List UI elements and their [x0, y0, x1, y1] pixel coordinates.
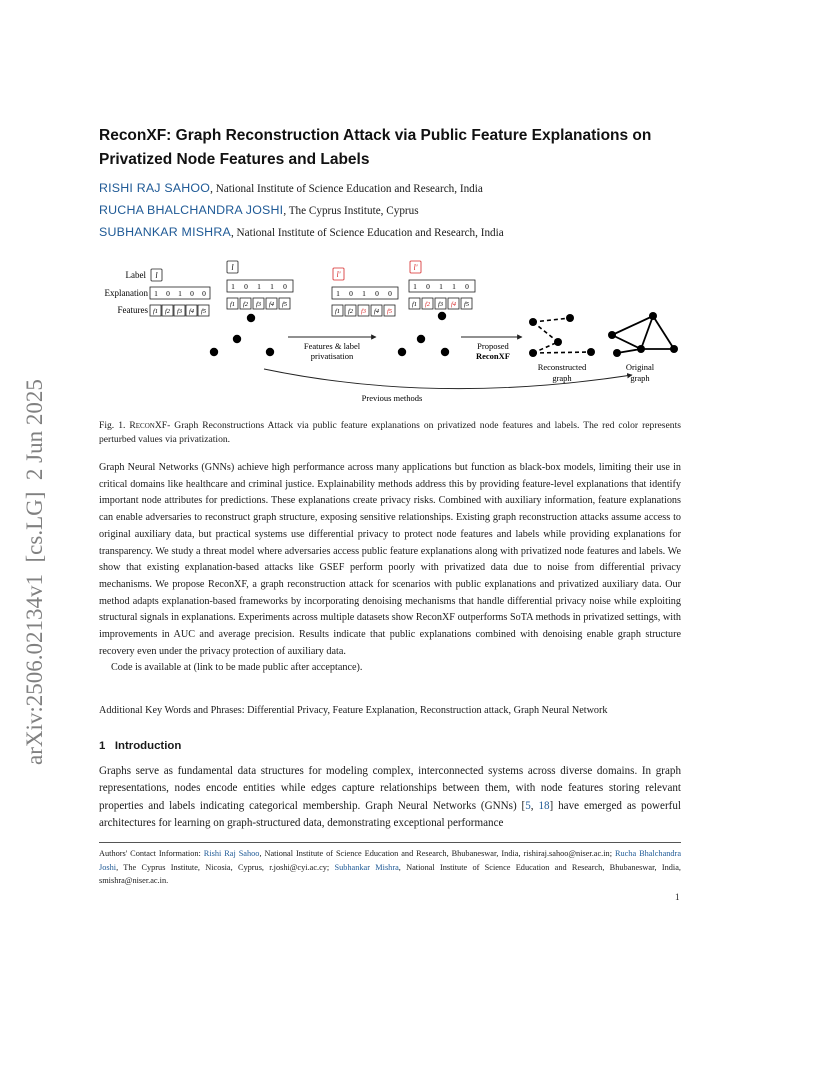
svg-text:f5: f5: [386, 308, 393, 315]
svg-text:0: 0: [244, 282, 248, 291]
svg-text:0: 0: [190, 289, 194, 298]
page-number: 1: [675, 892, 680, 902]
svg-text:graph: graph: [630, 373, 650, 383]
original-nodes: [210, 314, 274, 356]
svg-text:f1: f1: [411, 301, 418, 308]
svg-text:f5: f5: [200, 308, 207, 315]
svg-text:0: 0: [166, 289, 170, 298]
author-name[interactable]: RUCHA BHALCHANDRA JOSHI: [99, 203, 284, 217]
paper-title: ReconXF: Graph Reconstruction Attack via Public Feature Explanations on Privatized Node Features and Labels: [99, 127, 652, 168]
svg-text:0: 0: [388, 289, 392, 298]
author-name[interactable]: SUBHANKAR MISHRA: [99, 225, 231, 239]
code-availability: Code is available at (link to be made public after acceptance).: [111, 662, 363, 674]
svg-text:f4: f4: [188, 308, 195, 315]
author-affiliation: , National Institute of Science Education and Research, India: [210, 183, 483, 195]
svg-text:1: 1: [362, 289, 366, 298]
svg-text:0: 0: [375, 289, 379, 298]
svg-text:0: 0: [283, 282, 287, 291]
original-graph: [608, 312, 678, 357]
row-label-explanation: Explanation: [104, 288, 148, 298]
svg-text:f2: f2: [424, 301, 431, 308]
svg-text:1: 1: [452, 282, 456, 291]
svg-text:privatisation: privatisation: [310, 351, 354, 361]
keywords: Additional Key Words and Phrases: Differential Privacy, Feature Explanation, Reconstruction attack, Graph Neural Network: [99, 705, 608, 716]
author-link[interactable]: Rucha Bhalchandra Joshi: [99, 849, 681, 872]
svg-text:0: 0: [349, 289, 353, 298]
svg-text:f2: f2: [347, 308, 354, 315]
introduction-text: Graphs serve as fundamental data structures for modeling complex, interconnected systems across diverse domains. In graph representations, nodes encode entities while edges capture relationships between them, with node features storing relevant properties and labels indicating categorical membership. Graph Neural Networks (GNNs) [5, 18] have emerged as powerful architectures for learning on graph-structured data, demonstrating exceptional performance: [99, 765, 682, 830]
svg-text:f4: f4: [373, 308, 380, 315]
svg-text:1: 1: [231, 282, 235, 291]
reconstructed-graph: [529, 314, 595, 357]
feature-vector-a: [227, 298, 290, 309]
citation-link[interactable]: 5: [525, 799, 531, 812]
svg-text:l': l': [413, 263, 418, 272]
svg-text:1: 1: [439, 282, 443, 291]
label-symbol-perturbed: l': [336, 270, 341, 279]
svg-text:f4: f4: [450, 301, 457, 308]
row-label-label: Label: [125, 270, 146, 280]
original-label: Original: [625, 362, 655, 372]
citation-link[interactable]: 18: [538, 799, 550, 812]
svg-text:f2: f2: [164, 308, 171, 315]
arxiv-id: arXiv:2506.02134v1 [cs.LG] 2 Jun 2025: [22, 379, 47, 765]
explanation-vector-b: [332, 287, 398, 299]
svg-text:graph: graph: [552, 373, 572, 383]
svg-text:1: 1: [413, 282, 417, 291]
svg-text:l: l: [231, 263, 234, 272]
svg-text:f5: f5: [463, 301, 470, 308]
arxiv-stamp: [12, 310, 52, 770]
svg-text:f3: f3: [360, 308, 367, 315]
svg-text:1: 1: [154, 289, 158, 298]
explanation-vector-a: [227, 280, 293, 292]
author-3: [99, 225, 504, 239]
feature-vector-original: [150, 305, 209, 316]
svg-text:0: 0: [202, 289, 206, 298]
label-symbol: l: [155, 271, 158, 280]
feature-vector-c: [409, 298, 472, 309]
svg-text:f4: f4: [268, 301, 275, 308]
feature-vector-b: [332, 305, 395, 316]
figure-1: [96, 257, 696, 409]
explanation-vector-original: [150, 287, 210, 299]
footnote-rule: [99, 842, 681, 843]
svg-text:f1: f1: [334, 308, 341, 315]
svg-text:ReconXF: ReconXF: [476, 351, 510, 361]
previous-methods-label: Previous methods: [361, 393, 423, 403]
svg-text:1: 1: [178, 289, 182, 298]
svg-text:1: 1: [336, 289, 340, 298]
arrow1-label: Features & label: [303, 341, 361, 351]
svg-text:f3: f3: [255, 301, 262, 308]
author-2: [99, 203, 419, 217]
svg-text:f3: f3: [437, 301, 444, 308]
section-heading: 1 Introduction: [99, 740, 182, 752]
abstract-paragraph: Graph Neural Networks (GNNs) achieve high performance across many applications but function as black-box models, limiting their use in critical domains like healthcare and criminal justice. Explainability methods address this by providing feature-level explanations that identify important node attributes for predictions. These explanations create privacy risks. Combined with auxiliary information, feature explanations can enable adversaries to reconstruct graph structure, exposing sensitive relationships. Existing graph reconstruction attacks assume access to original auxiliary data, but practical systems use differential privacy to protect node features and labels while providing explanations for transparency. We study a threat model where adversaries access public feature explanations along with privatized node features and labels. We show that existing explanation-based attacks like GSEF perform poorly with privatized data due to noise from differential privacy mechanisms. We propose ReconXF, a graph reconstruction attack for scenarios with public explanations and privatized auxiliary data. Our method adapts explanation-based frameworks by incorporating denoising mechanisms that handle differential privacy noise while exploiting structural signals in explanations. Experiments across multiple datasets show ReconXF outperforms SoTA methods in privatized settings, with improvements in AUC and average precision. Results indicate that public explanations combined with denoising enable graph structure recovery even under the privacy protection of auxiliary data.: [99, 462, 681, 657]
svg-text:1: 1: [270, 282, 274, 291]
svg-text:f3: f3: [176, 308, 183, 315]
svg-text:0: 0: [465, 282, 469, 291]
footnote: Authors' Contact Information: Rishi Raj Sahoo, National Institute of Science Education and Research, Bhubaneswar, India, rishiraj.sahoo@niser.ac.in; Rucha Bhalchandra Joshi, The Cyprus Institute, Nicosia, Cyprus, r.joshi@cyi.ac.cy; Subhankar Mishra, National Institute of Science Education and Research, Bhubaneswar, India, smishra@niser.ac.in.: [99, 849, 681, 886]
author-1: [99, 181, 483, 195]
explanation-vector-c: [409, 280, 475, 292]
row-label-features: Features: [117, 305, 148, 315]
author-link[interactable]: Subhankar Mishra: [334, 862, 399, 872]
figure-caption: Fig. 1. ReconXF- Graph Reconstructions Attack via public feature explanations on privatized node features and labels. The red color represents perturbed values via privatization.: [99, 420, 681, 445]
reconstructed-label: Reconstructed: [537, 362, 587, 372]
svg-text:1: 1: [257, 282, 261, 291]
author-name[interactable]: RISHI RAJ SAHOO: [99, 181, 211, 195]
svg-text:f1: f1: [152, 308, 159, 315]
privatized-nodes: [398, 312, 449, 356]
author-link[interactable]: Rishi Raj Sahoo: [203, 849, 260, 858]
svg-text:f1: f1: [229, 301, 236, 308]
svg-text:f5: f5: [281, 301, 288, 308]
svg-text:0: 0: [426, 282, 430, 291]
author-affiliation: , National Institute of Science Education and Research, India: [230, 227, 504, 239]
abstract: [99, 460, 681, 677]
author-affiliation: , The Cyprus Institute, Cyprus: [283, 205, 419, 217]
arrow2-label: Proposed: [477, 341, 509, 351]
svg-text:f2: f2: [242, 301, 249, 308]
